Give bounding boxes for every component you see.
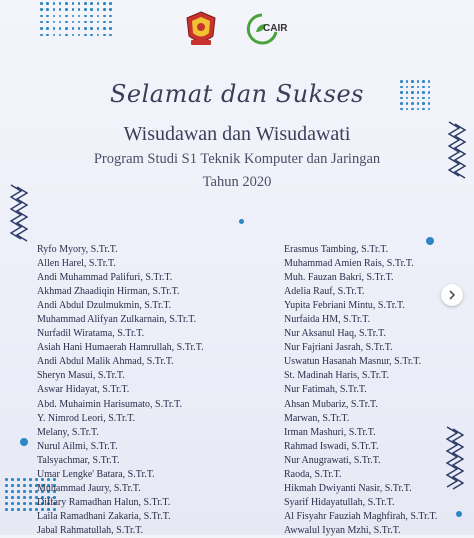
list-item: Nur Aksanul Haq, S.Tr.T. — [284, 328, 386, 340]
list-item: Laila Ramadhani Zakaria, S.Tr.T. — [37, 510, 171, 522]
dot — [72, 27, 75, 30]
dot-pattern-top-left — [40, 2, 115, 42]
list-item: Umar Lengke' Batara, S.Tr.T. — [37, 468, 155, 480]
dot — [11, 478, 14, 481]
dot — [5, 496, 8, 499]
dot — [29, 502, 32, 505]
dot — [109, 21, 112, 24]
list-item: Rahmad Iswadi, S.Tr.T. — [284, 440, 379, 452]
dot — [46, 21, 49, 24]
accent-dot — [20, 438, 28, 446]
list-item: Nurul Ailmi, S.Tr.T. — [37, 440, 118, 452]
dot — [53, 8, 56, 11]
dot — [59, 34, 62, 37]
dot — [46, 34, 49, 37]
dot — [46, 8, 49, 11]
list-item: Sheryn Masui, S.Tr.T. — [37, 370, 125, 382]
dot — [11, 484, 14, 487]
page-title: Wisudawan dan Wisudawati — [123, 123, 351, 145]
list-item: Raoda, S.Tr.T. — [284, 468, 342, 480]
dot — [17, 478, 20, 481]
dot — [17, 496, 20, 499]
dot — [65, 27, 68, 30]
dot — [90, 2, 93, 5]
dot — [59, 21, 62, 24]
zigzag-bottom-right-decoration — [444, 425, 466, 495]
dot — [53, 27, 56, 30]
dot — [109, 2, 112, 5]
list-item: Uswatun Hasanah Masnur, S.Tr.T. — [284, 356, 422, 368]
dot — [5, 508, 8, 511]
dot — [103, 21, 106, 24]
list-item: Diffary Ramadhan Halun, S.Tr.T. — [37, 496, 171, 508]
dot — [11, 502, 14, 505]
dot — [23, 508, 26, 511]
carousel-next-button[interactable] — [441, 284, 463, 306]
list-item: Asiah Hani Humaerah Hamrullah, S.Tr.T. — [37, 342, 204, 354]
list-item: St. Madinah Haris, S.Tr.T. — [284, 370, 390, 382]
list-item: Akhmad Zhaadiqin Hirman, S.Tr.T. — [37, 286, 180, 298]
list-item: Jabal Rahmatullah, S.Tr.T. — [37, 524, 144, 536]
list-item: Andi Muhammad Palifuri, S.Tr.T. — [37, 272, 173, 284]
institution-emblem-logo — [183, 10, 219, 48]
dot — [84, 34, 87, 37]
dot — [46, 2, 49, 5]
dot — [84, 21, 87, 24]
dot — [109, 34, 112, 37]
dot — [84, 8, 87, 11]
list-item: Marwan, S.Tr.T. — [284, 412, 350, 424]
list-item: Syarif Hidayatullah, S.Tr.T. — [284, 496, 395, 508]
dot — [72, 21, 75, 24]
dot — [46, 27, 49, 30]
list-item: Ahsan Mubariz, S.Tr.T. — [284, 398, 378, 410]
graduates-list-left — [37, 243, 204, 538]
dot — [103, 34, 106, 37]
dot — [23, 490, 26, 493]
dot — [97, 34, 100, 37]
list-item: Muhammad Jaury, S.Tr.T. — [37, 482, 141, 494]
list-item: Hikmah Dwiyanti Nasir, S.Tr.T. — [284, 482, 412, 494]
dot — [90, 34, 93, 37]
accent-dot — [239, 219, 244, 224]
dot — [84, 2, 87, 5]
dot — [97, 2, 100, 5]
dot — [5, 478, 8, 481]
dot — [78, 15, 81, 18]
dot — [40, 21, 43, 24]
dot — [90, 15, 93, 18]
dot — [78, 27, 81, 30]
dot — [103, 2, 106, 5]
zigzag-left-decoration — [8, 183, 30, 245]
dot — [23, 478, 26, 481]
dot — [5, 490, 8, 493]
dot — [46, 15, 49, 18]
dot — [40, 8, 43, 11]
dot — [40, 2, 43, 5]
dot — [23, 502, 26, 505]
dot — [53, 34, 56, 37]
dot — [97, 27, 100, 30]
dot — [40, 27, 43, 30]
dot — [59, 15, 62, 18]
dot — [103, 15, 106, 18]
dot — [53, 15, 56, 18]
dot — [97, 21, 100, 24]
greeting-heading: Selamat dan Sukses — [109, 80, 364, 108]
list-item: Nur Fajriani Jasrah, S.Tr.T. — [284, 342, 393, 354]
list-item: Nurfadil Wiratama, S.Tr.T. — [37, 328, 145, 340]
year-label: Tahun 2020 — [202, 174, 272, 190]
dot — [97, 15, 100, 18]
list-item: Nur Fatimah, S.Tr.T. — [284, 384, 367, 396]
list-item: Nurfaida HM, S.Tr.T. — [284, 314, 371, 326]
dot — [5, 484, 8, 487]
dot — [72, 2, 75, 5]
dot — [11, 496, 14, 499]
list-item: Muhammad Alifyan Zulkarnain, S.Tr.T. — [37, 314, 197, 326]
dot — [97, 8, 100, 11]
accent-dot — [456, 511, 462, 517]
dot — [40, 34, 43, 37]
dot — [72, 15, 75, 18]
dot — [84, 15, 87, 18]
dot — [103, 27, 106, 30]
graduates-list-right — [284, 243, 437, 538]
dot — [78, 34, 81, 37]
dot — [109, 27, 112, 30]
list-item: Y. Nimrod Leori, S.Tr.T. — [37, 412, 136, 424]
dot — [78, 21, 81, 24]
dot — [90, 8, 93, 11]
list-item: Abd. Muhaimin Harisumato, S.Tr.T. — [37, 398, 183, 410]
dot — [72, 8, 75, 11]
dot — [78, 8, 81, 11]
dot — [65, 2, 68, 5]
list-item: Aswar Hidayat, S.Tr.T. — [37, 384, 130, 396]
dot — [65, 8, 68, 11]
dot — [17, 484, 20, 487]
dot — [59, 2, 62, 5]
dot — [29, 478, 32, 481]
dot — [11, 508, 14, 511]
dot — [109, 8, 112, 11]
list-item: Andi Abdul Malik Ahmad, S.Tr.T. — [37, 356, 174, 368]
dot — [29, 490, 32, 493]
dot — [53, 2, 56, 5]
list-item: Muhammad Amien Rais, S.Tr.T. — [284, 258, 414, 270]
list-item: Irman Mashuri, S.Tr.T. — [284, 426, 376, 438]
list-item: Adelia Rauf, S.Tr.T. — [284, 286, 365, 298]
dot — [23, 484, 26, 487]
dot — [84, 27, 87, 30]
dot — [65, 21, 68, 24]
dot — [103, 8, 106, 11]
chevron-right-icon — [447, 290, 457, 300]
dot — [17, 490, 20, 493]
list-item: Muh. Fauzan Bakri, S.Tr.T. — [284, 272, 394, 284]
list-item: Melany, S.Tr.T. — [37, 426, 99, 438]
list-item: Yupita Febriani Mintu, S.Tr.T. — [284, 300, 405, 312]
dot — [65, 15, 68, 18]
dot — [53, 21, 56, 24]
dot — [5, 502, 8, 505]
dot — [29, 508, 32, 511]
dot — [17, 508, 20, 511]
list-item: Andi Abdul Dzulmukmin, S.Tr.T. — [37, 300, 172, 312]
cair-logo-text: CAIR — [263, 23, 288, 34]
list-item: Ryfo Myory, S.Tr.T. — [37, 244, 118, 255]
list-item: Nur Anugrawati, S.Tr.T. — [284, 454, 381, 466]
list-item: Allen Harel, S.Tr.T. — [37, 258, 116, 270]
dot — [17, 502, 20, 505]
dot — [29, 484, 32, 487]
dot — [65, 34, 68, 37]
dot — [90, 27, 93, 30]
dot — [78, 2, 81, 5]
list-item: Awwalul Iyyan Mzhi, S.Tr.T. — [284, 524, 401, 536]
dot — [29, 496, 32, 499]
dot — [23, 496, 26, 499]
dot — [59, 27, 62, 30]
dot — [90, 21, 93, 24]
program-subtitle: Program Studi S1 Teknik Komputer dan Jaringan — [93, 151, 381, 167]
list-item: Al Fisyahr Fauziah Maghfirah, S.Tr.T. — [284, 510, 438, 522]
dot — [11, 490, 14, 493]
list-item: Talsyachmar, S.Tr.T. — [37, 454, 120, 466]
dot — [40, 15, 43, 18]
cair-logo — [246, 12, 286, 46]
dot — [72, 34, 75, 37]
dot — [59, 8, 62, 11]
list-item: Erasmus Tambing, S.Tr.T. — [284, 244, 389, 255]
dot — [109, 15, 112, 18]
